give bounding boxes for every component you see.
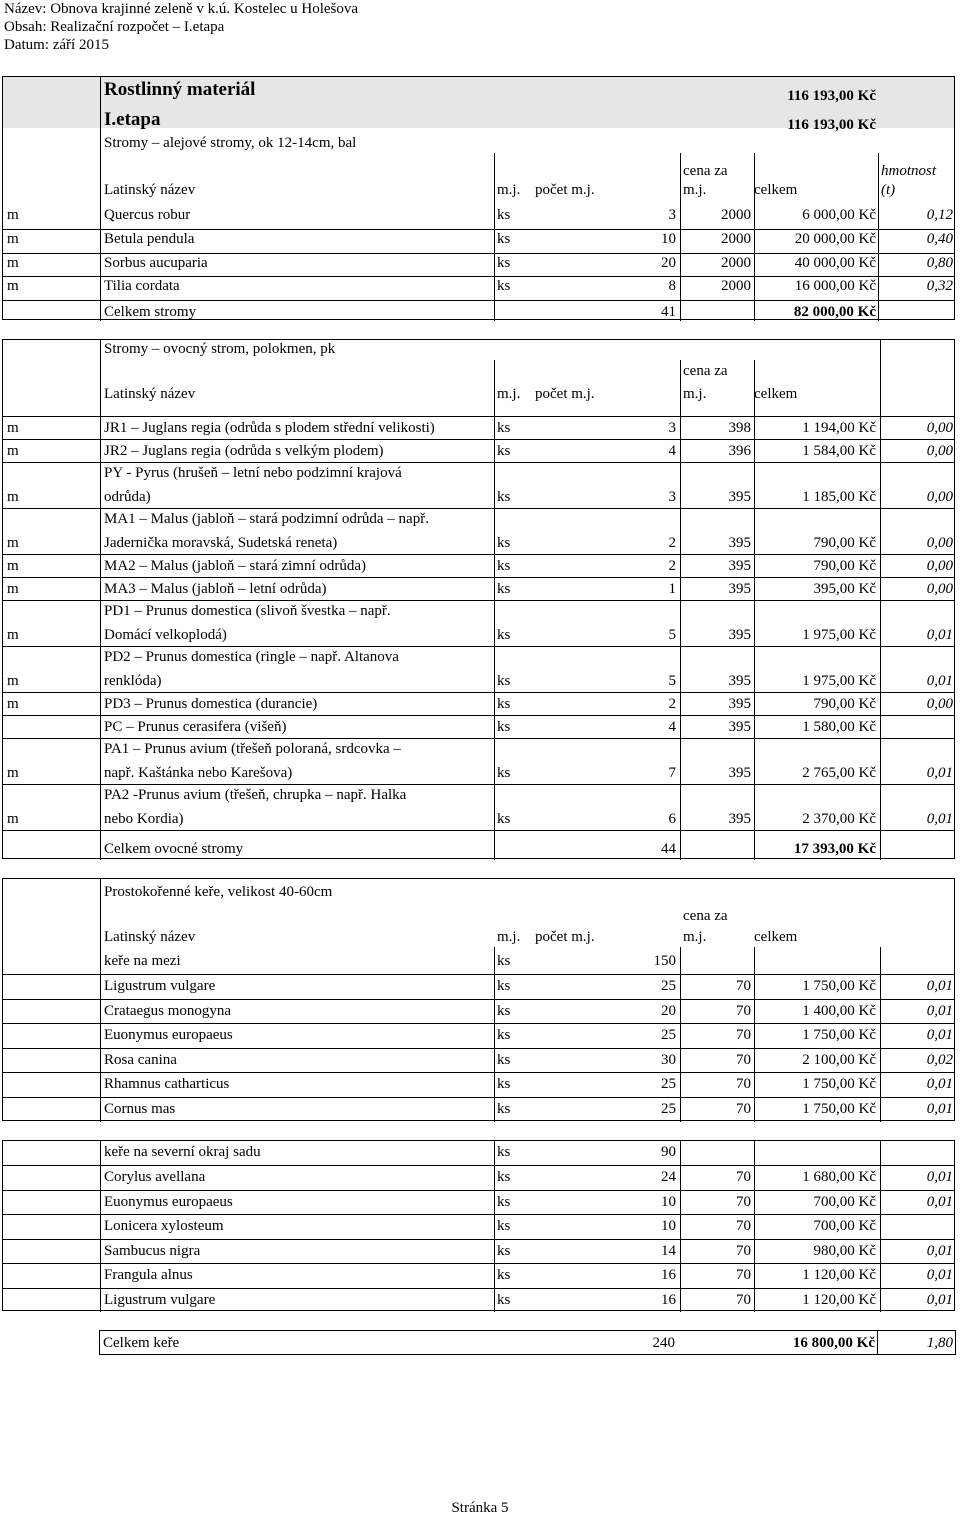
row-marker: m (7, 765, 19, 781)
row-pocet: 6 (668, 811, 676, 827)
col-latin: Latinský název (104, 386, 196, 402)
row-pocet: 24 (661, 1169, 676, 1185)
row-marker: m (7, 231, 19, 247)
row-pocet: 4 (668, 719, 676, 735)
row-celkem: 1 750,00 Kč (802, 1076, 876, 1093)
row-mj: ks (497, 1051, 511, 1068)
row-celkem: 1 750,00 Kč (802, 1027, 876, 1044)
row-hmotnost: 0,01 (926, 1242, 953, 1259)
section-alejove-stromy (2, 76, 955, 320)
col-celkem: celkem (754, 386, 798, 402)
row-mj: ks (497, 420, 511, 436)
row-mj: ks (497, 811, 511, 827)
row-name-cont: Jadernička moravská, Sudetská reneta) (104, 535, 338, 551)
row-name: Sorbus aucuparia (104, 255, 208, 271)
row-celkem: 2 100,00 Kč (802, 1051, 876, 1068)
etapa-total: 116 193,00 Kč (787, 117, 876, 133)
row-cena: 395 (728, 696, 751, 712)
row-hmotnost: 0,00 (926, 696, 953, 712)
row-celkem: 700,00 Kč (813, 1218, 876, 1234)
row-celkem: 1 120,00 Kč (802, 1291, 876, 1308)
row-marker: m (7, 443, 19, 459)
row-mj: ks (497, 443, 511, 459)
row-cena: 2000 (721, 255, 751, 271)
row-celkem: 2 370,00 Kč (802, 811, 876, 827)
row-celkem: 1 975,00 Kč (802, 673, 876, 689)
row-marker: m (7, 278, 19, 294)
row-hmotnost: 0,00 (926, 558, 953, 574)
row-mj: ks (497, 1267, 511, 1283)
row-cena: 70 (736, 1002, 751, 1019)
row-hmotnost: 0,01 (926, 627, 953, 643)
row-name: Corylus avellana (104, 1169, 206, 1185)
row-pocet: 10 (661, 1193, 676, 1210)
row-hmotnost: 0,00 (926, 581, 953, 597)
row-mj: ks (497, 1101, 511, 1117)
group-mj: ks (497, 953, 511, 969)
total-kere-row (99, 1330, 956, 1355)
row-cena: 70 (736, 1291, 751, 1308)
row-mj: ks (497, 696, 511, 712)
summary-title: Rostlinný materiál (104, 79, 256, 100)
row-mj: ks (497, 1291, 511, 1308)
row-pocet: 14 (661, 1242, 676, 1259)
row-mj: ks (497, 207, 511, 223)
row-hmotnost: 0,32 (926, 278, 953, 294)
row-name: Crataegus monogyna (104, 1002, 232, 1019)
row-name: Ligustrum vulgare (104, 1291, 216, 1308)
row-name: Cornus mas (104, 1101, 176, 1117)
row-pocet: 4 (668, 443, 676, 459)
row-celkem: 980,00 Kč (813, 1242, 876, 1259)
row-mj: ks (497, 581, 511, 597)
doc-subject: Obsah: Realizační rozpočet – I.etapa (4, 19, 225, 35)
row-pocet: 25 (661, 978, 676, 994)
group-label: keře na severní okraj sadu (104, 1144, 261, 1160)
row-hmotnost: 0,00 (926, 535, 953, 551)
row-mj: ks (497, 535, 511, 551)
row-marker: m (7, 696, 19, 712)
total-label: Celkem keře (103, 1335, 180, 1351)
row-hmotnost: 0,01 (926, 1076, 953, 1093)
col-cena: cena za (683, 163, 728, 179)
row-cena: 395 (728, 558, 751, 574)
row-hmotnost: 0,40 (926, 231, 953, 247)
row-mj: ks (497, 1076, 511, 1093)
row-hmotnost: 0,01 (926, 811, 953, 827)
row-celkem: 6 000,00 Kč (802, 207, 876, 223)
row-cena: 395 (728, 673, 751, 689)
row-celkem: 16 000,00 Kč (794, 278, 876, 294)
row-pocet: 25 (661, 1027, 676, 1044)
row-celkem: 1 120,00 Kč (802, 1267, 876, 1283)
row-marker: m (7, 255, 19, 271)
row-pocet: 1 (668, 581, 676, 597)
row-celkem: 1 680,00 Kč (802, 1169, 876, 1185)
row-marker: m (7, 581, 19, 597)
row-celkem: 1 400,00 Kč (802, 1002, 876, 1019)
row-celkem: 1 194,00 Kč (802, 420, 876, 436)
row-celkem: 2 765,00 Kč (802, 765, 876, 781)
row-name: Frangula alnus (104, 1267, 193, 1283)
row-cena: 2000 (721, 278, 751, 294)
row-name: Ligustrum vulgare (104, 978, 216, 994)
row-celkem: 1 584,00 Kč (802, 443, 876, 459)
section-title: Stromy – alejové stromy, ok 12-14cm, bal (104, 135, 357, 151)
row-hmotnost: 0,01 (926, 1193, 953, 1210)
total-label: Celkem stromy (104, 304, 197, 320)
row-name: PD3 – Prunus domestica (durancie) (104, 696, 318, 712)
row-name-cont: odrůda) (104, 489, 151, 505)
row-pocet: 5 (668, 627, 676, 643)
doc-title: Název: Obnova krajinné zeleně v k.ú. Kostelec u Holešova (4, 1, 359, 17)
row-name: MA3 – Malus (jabloň – letní odrůda) (104, 581, 327, 597)
row-name-cont: např. Kaštánka nebo Karešova) (104, 765, 293, 781)
row-cena: 70 (736, 1242, 751, 1259)
row-name-cont: Domácí velkoplodá) (104, 627, 227, 643)
row-hmotnost: 0,12 (926, 207, 953, 223)
col-celkem: celkem (754, 182, 798, 198)
row-cena: 70 (736, 1169, 751, 1185)
group-label: keře na mezi (104, 953, 181, 969)
section-kere-sever (2, 1140, 955, 1311)
row-mj: ks (497, 673, 511, 689)
row-cena: 70 (736, 1267, 751, 1283)
row-mj: ks (497, 1027, 511, 1044)
section-title: Prostokořenné keře, velikost 40-60cm (104, 884, 333, 900)
row-cena: 2000 (721, 207, 751, 223)
row-cena: 395 (728, 627, 751, 643)
row-cena: 2000 (721, 231, 751, 247)
col-cena: cena za (683, 908, 728, 924)
page-number: Stránka 5 (451, 1500, 509, 1516)
col-cena-unit: m.j. (683, 929, 707, 945)
row-pocet: 3 (668, 420, 676, 436)
row-pocet: 2 (668, 535, 676, 551)
row-name: Betula pendula (104, 231, 195, 247)
row-name: Euonymus europaeus (104, 1027, 233, 1044)
col-latin: Latinský název (104, 929, 196, 945)
total-pocet: 41 (661, 304, 676, 320)
row-name: MA1 – Malus (jabloň – stará podzimní odrůda – např. (104, 511, 429, 527)
row-mj: ks (497, 1002, 511, 1019)
row-mj: ks (497, 1218, 511, 1234)
row-name: Tilia cordata (104, 278, 180, 294)
row-celkem: 1 580,00 Kč (802, 719, 876, 735)
row-name: PC – Prunus cerasifera (višeň) (104, 719, 287, 735)
row-mj: ks (497, 627, 511, 643)
row-pocet: 10 (661, 231, 676, 247)
row-celkem: 790,00 Kč (813, 535, 876, 551)
total-pocet: 240 (652, 1335, 675, 1351)
row-name: Quercus robur (104, 207, 191, 223)
row-celkem: 20 000,00 Kč (794, 231, 876, 247)
row-celkem: 395,00 Kč (813, 581, 876, 597)
total-pocet: 44 (661, 841, 676, 857)
row-cena: 70 (736, 1051, 751, 1068)
row-mj: ks (497, 278, 511, 294)
row-name: JR2 – Juglans regia (odrůda s velkým plodem) (104, 443, 384, 459)
total-celkem: 82 000,00 Kč (793, 304, 876, 320)
row-pocet: 10 (661, 1218, 676, 1234)
row-hmotnost: 0,01 (926, 1291, 953, 1308)
row-name: MA2 – Malus (jabloň – stará zimní odrůda) (104, 558, 367, 574)
row-mj: ks (497, 765, 511, 781)
row-name-cont: nebo Kordia) (104, 811, 184, 827)
row-mj: ks (497, 558, 511, 574)
row-cena: 396 (728, 443, 751, 459)
row-celkem: 40 000,00 Kč (794, 255, 876, 271)
row-cena: 70 (736, 1076, 751, 1093)
row-name: JR1 – Juglans regia (odrůda s plodem střední velikosti) (104, 420, 435, 436)
row-pocet: 25 (661, 1101, 676, 1117)
row-celkem: 1 975,00 Kč (802, 627, 876, 643)
col-cena: cena za (683, 363, 728, 379)
row-pocet: 25 (661, 1076, 676, 1093)
col-hmotnost: hmotnost (881, 163, 937, 179)
row-mj: ks (497, 231, 511, 247)
row-cena: 395 (728, 811, 751, 827)
total-label: Celkem ovocné stromy (104, 841, 244, 857)
row-hmotnost: 0,80 (926, 255, 953, 271)
row-pocet: 30 (661, 1051, 676, 1068)
row-mj: ks (497, 1242, 511, 1259)
row-hmotnost: 0,01 (926, 673, 953, 689)
col-pocet: počet m.j. (535, 182, 595, 198)
row-pocet: 16 (661, 1291, 676, 1308)
col-mj: m.j. (497, 182, 521, 198)
row-cena: 70 (736, 1193, 751, 1210)
row-hmotnost: 0,01 (926, 1169, 953, 1185)
row-cena: 395 (728, 765, 751, 781)
row-cena: 70 (736, 1027, 751, 1044)
total-celkem: 17 393,00 Kč (793, 841, 876, 857)
row-hmotnost: 0,00 (926, 420, 953, 436)
row-hmotnost: 0,00 (926, 443, 953, 459)
row-mj: ks (497, 978, 511, 994)
col-celkem: celkem (754, 929, 798, 945)
row-name: PD2 – Prunus domestica (ringle – např. Altanova (104, 649, 399, 665)
row-cena: 395 (728, 581, 751, 597)
row-name: Rosa canina (104, 1051, 177, 1068)
row-marker: m (7, 207, 19, 223)
row-pocet: 5 (668, 673, 676, 689)
row-pocet: 2 (668, 696, 676, 712)
row-name: Euonymus europaeus (104, 1193, 233, 1210)
row-pocet: 20 (661, 1002, 676, 1019)
summary-total: 116 193,00 Kč (787, 88, 876, 104)
row-cena: 395 (728, 489, 751, 505)
col-pocet: počet m.j. (535, 929, 595, 945)
row-pocet: 7 (668, 765, 676, 781)
row-pocet: 8 (668, 278, 676, 294)
row-marker: m (7, 489, 19, 505)
row-hmotnost: 0,02 (926, 1051, 953, 1068)
row-hmotnost: 0,01 (926, 765, 953, 781)
row-cena: 398 (728, 420, 751, 436)
total-celkem: 16 800,00 Kč (792, 1335, 875, 1351)
total-hmotnost: 1,80 (926, 1335, 953, 1351)
row-hmotnost: 0,01 (926, 978, 953, 994)
row-cena: 70 (736, 1101, 751, 1117)
row-name: Rhamnus catharticus (104, 1076, 230, 1093)
row-marker: m (7, 673, 19, 689)
col-pocet: počet m.j. (535, 386, 595, 402)
row-name: PA2 -Prunus avium (třešeň, chrupka – např. Halka (104, 787, 407, 803)
col-latin: Latinský název (104, 182, 196, 198)
col-mj: m.j. (497, 929, 521, 945)
row-name: Sambucus nigra (104, 1242, 201, 1259)
row-cena: 70 (736, 978, 751, 994)
col-cena-unit: m.j. (683, 386, 707, 402)
row-celkem: 790,00 Kč (813, 696, 876, 712)
row-hmotnost: 0,00 (926, 489, 953, 505)
row-cena: 395 (728, 719, 751, 735)
row-mj: ks (497, 719, 511, 735)
row-celkem: 1 750,00 Kč (802, 1101, 876, 1117)
row-name: PD1 – Prunus domestica (slivoň švestka – např. (104, 603, 391, 619)
row-pocet: 16 (661, 1267, 676, 1283)
col-mj: m.j. (497, 386, 521, 402)
row-pocet: 20 (661, 255, 676, 271)
section-kere-mezi (2, 878, 955, 1121)
row-name-cont: renklóda) (104, 673, 162, 689)
row-mj: ks (497, 489, 511, 505)
row-marker: m (7, 627, 19, 643)
row-pocet: 3 (668, 207, 676, 223)
row-cena: 395 (728, 535, 751, 551)
row-cena: 70 (736, 1218, 751, 1234)
section-ovocne-stromy (2, 339, 955, 859)
row-mj: ks (497, 255, 511, 271)
row-celkem: 1 185,00 Kč (802, 489, 876, 505)
row-marker: m (7, 558, 19, 574)
col-hmotnost-unit: (t) (881, 182, 896, 198)
row-marker: m (7, 535, 19, 551)
group-pocet: 90 (661, 1144, 676, 1160)
row-hmotnost: 0,01 (926, 1002, 953, 1019)
row-name: Lonicera xylosteum (104, 1218, 224, 1234)
group-mj: ks (497, 1144, 511, 1160)
row-hmotnost: 0,01 (926, 1267, 953, 1283)
row-name: PY - Pyrus (hrušeň – letní nebo podzimní krajová (104, 465, 402, 481)
row-mj: ks (497, 1193, 511, 1210)
row-celkem: 790,00 Kč (813, 558, 876, 574)
row-hmotnost: 0,01 (926, 1101, 953, 1117)
row-celkem: 1 750,00 Kč (802, 978, 876, 994)
group-pocet: 150 (653, 953, 676, 969)
section-title: Stromy – ovocný strom, polokmen, pk (104, 341, 336, 357)
row-pocet: 3 (668, 489, 676, 505)
row-marker: m (7, 420, 19, 436)
row-pocet: 2 (668, 558, 676, 574)
row-name: PA1 – Prunus avium (třešeň poloraná, srdcovka – (104, 741, 401, 757)
doc-date: Datum: září 2015 (4, 37, 109, 53)
row-mj: ks (497, 1169, 511, 1185)
row-marker: m (7, 811, 19, 827)
col-cena-unit: m.j. (683, 182, 707, 198)
row-hmotnost: 0,01 (926, 1027, 953, 1044)
row-celkem: 700,00 Kč (813, 1193, 876, 1210)
etapa-title: I.etapa (104, 109, 161, 130)
